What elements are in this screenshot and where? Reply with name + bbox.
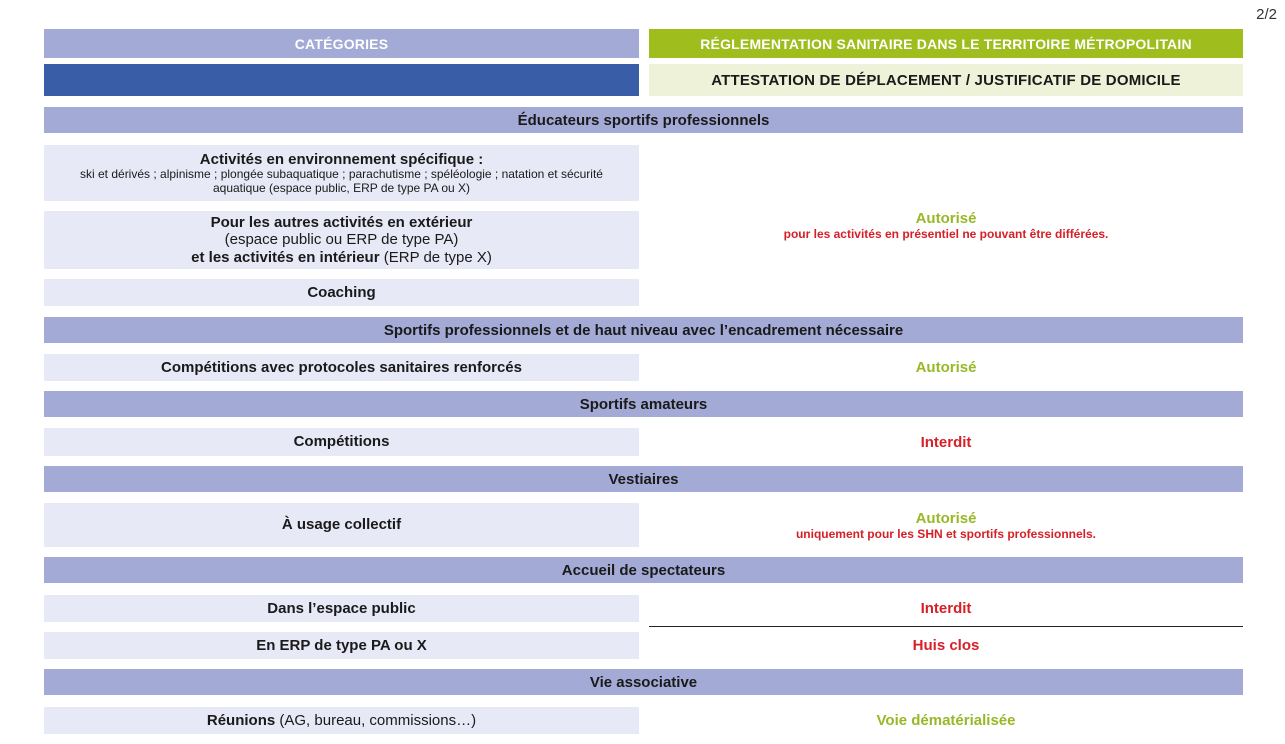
attestation-header: ATTESTATION DE DÉPLACEMENT / JUSTIFICATIF DE DOMICILE bbox=[649, 64, 1243, 96]
espace-public-status: Interdit bbox=[920, 600, 972, 617]
row-autres-activites bbox=[44, 211, 639, 269]
section-spectateurs: Accueil de spectateurs bbox=[44, 557, 1243, 583]
row-competitions-protocoles bbox=[44, 354, 639, 381]
autres-line1: Pour les autres activités en extérieur bbox=[210, 214, 473, 232]
competitions-value bbox=[649, 428, 1243, 456]
reunions-status: Voie dématérialisée bbox=[876, 712, 1016, 729]
row-env-specifique bbox=[44, 145, 639, 201]
value-divider bbox=[649, 626, 1243, 627]
env-specifique-title: Activités en environnement spécifique : bbox=[199, 150, 484, 168]
row-erp-pa-x bbox=[44, 632, 639, 659]
categories-header: CATÉGORIES bbox=[44, 29, 639, 58]
espace-public-value bbox=[649, 595, 1243, 622]
section-educateurs: Éducateurs sportifs professionnels bbox=[44, 107, 1243, 133]
erp-value bbox=[649, 632, 1243, 659]
regulation-header: RÉGLEMENTATION SANITAIRE DANS LE TERRITOIRE MÉTROPOLITAIN bbox=[649, 29, 1243, 58]
row-reunions bbox=[44, 707, 639, 734]
reunions-label bbox=[207, 712, 476, 729]
autres-line3-bold: et les activités en intérieur bbox=[191, 248, 380, 266]
section-amateurs: Sportifs amateurs bbox=[44, 391, 1243, 417]
categories-subheader-bar bbox=[44, 64, 639, 96]
educateurs-status: Autorisé bbox=[915, 209, 977, 227]
autres-line3-rest: (ERP de type X) bbox=[379, 248, 492, 266]
section-associative: Vie associative bbox=[44, 669, 1243, 695]
row-espace-public bbox=[44, 595, 639, 622]
vestiaires-status: Autorisé bbox=[915, 509, 977, 527]
competitions-protocoles-label: Compétitions avec protocoles sanitaires renforcés bbox=[161, 358, 522, 376]
row-coaching bbox=[44, 279, 639, 306]
autres-line2: (espace public ou ERP de type PA) bbox=[224, 231, 459, 249]
educateurs-note: pour les activités en présentiel ne pouvant être différées. bbox=[783, 226, 1109, 241]
espace-public-label: Dans l’espace public bbox=[267, 599, 416, 617]
reunions-bold: Réunions bbox=[206, 711, 276, 729]
educateurs-value bbox=[649, 200, 1243, 250]
vestiaires-value bbox=[649, 503, 1243, 547]
erp-status: Huis clos bbox=[912, 637, 980, 654]
reunions-value bbox=[649, 707, 1243, 734]
vestiaires-note: uniquement pour les SHN et sportifs professionnels. bbox=[795, 526, 1097, 541]
env-specifique-detail: ski et dérivés ; alpinisme ; plongée subaquatique ; parachutisme ; spéléologie ; natation et sécurité aquatique (espace public, ERP de type PA ou X) bbox=[80, 166, 603, 195]
autres-line3 bbox=[191, 249, 492, 266]
competitions-protocoles-value bbox=[649, 354, 1243, 381]
page-number: 2/2 bbox=[1256, 6, 1277, 23]
reunions-rest: (AG, bureau, commissions…) bbox=[275, 711, 477, 729]
coaching-label: Coaching bbox=[307, 283, 376, 301]
section-vestiaires: Vestiaires bbox=[44, 466, 1243, 492]
competitions-label: Compétitions bbox=[293, 433, 390, 451]
competitions-status: Interdit bbox=[920, 433, 972, 451]
usage-collectif-label: À usage collectif bbox=[281, 516, 402, 534]
row-competitions bbox=[44, 428, 639, 456]
erp-pa-x-label: En ERP de type PA ou X bbox=[256, 636, 427, 654]
section-sportifs-pro: Sportifs professionnels et de haut niveau avec l’encadrement nécessaire bbox=[44, 317, 1243, 343]
competitions-protocoles-status: Autorisé bbox=[915, 359, 977, 376]
row-usage-collectif bbox=[44, 503, 639, 547]
